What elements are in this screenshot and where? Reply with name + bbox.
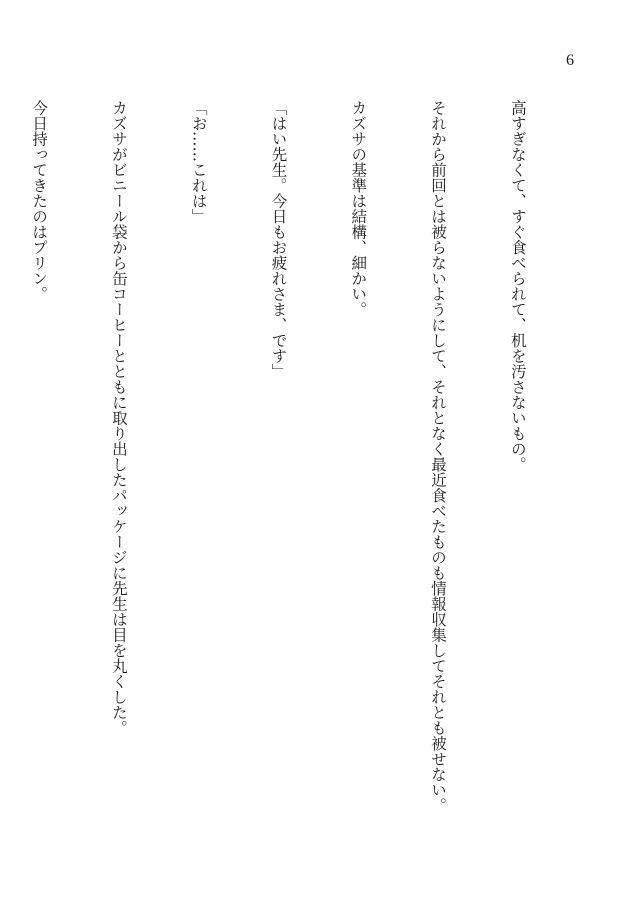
text-line: 「お……これは」 [189,100,208,224]
text-line: カズサの基準は結構、細かい。 [349,100,368,317]
text-line: 高すぎなくて、すぐ食べられて、机を汚さないもの。 [508,100,527,472]
text-line: 今日持ってきたのはプリン。 [30,100,49,302]
page-number: 6 [566,52,574,69]
text-line: 「はい先生。今日もお疲れさま、です」 [269,100,288,379]
text-line: それから前回とは被らないようにして、それとなく最近食べたものも情報収集してそれとも被せない。 [429,100,448,813]
body-text [0,100,584,870]
text-line: カズサがビニール袋から缶コーヒーとともに取り出したパッケージに先生は目を丸くした。 [109,100,128,736]
